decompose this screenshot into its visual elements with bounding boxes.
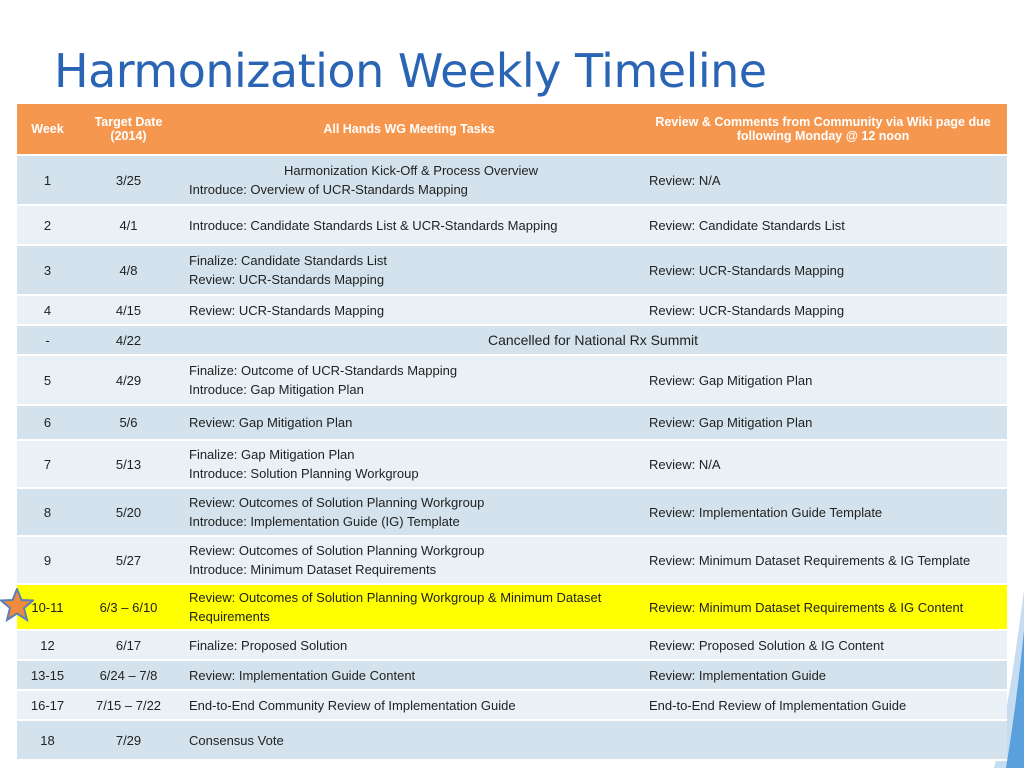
header-review: Review & Comments from Community via Wiki page due following Monday @ 12 noon [639, 104, 1007, 155]
cell-date: 4/8 [78, 245, 179, 295]
cell-date: 5/6 [78, 405, 179, 440]
header-tasks: All Hands WG Meeting Tasks [179, 104, 639, 155]
task-line: Review: UCR-Standards Mapping [189, 302, 385, 318]
cell-date: 7/15 – 7/22 [78, 690, 179, 720]
cell-review [639, 690, 1007, 720]
cell-review [639, 355, 1007, 405]
table-row [17, 155, 1007, 205]
cell-week: 12 [17, 630, 78, 660]
task-line: Review: UCR-Standards Mapping [189, 272, 385, 287]
cell-week: 4 [17, 295, 78, 325]
slide-title: Harmonization Weekly Timeline [54, 44, 767, 98]
cell-tasks [179, 488, 639, 536]
review-text: Review: Gap Mitigation Plan [649, 372, 813, 388]
review-text: Review: UCR-Standards Mapping [649, 302, 845, 318]
cell-tasks [179, 355, 639, 405]
task-line: Introduce: Overview of UCR-Standards Mapping [189, 182, 468, 197]
cell-week: 2 [17, 205, 78, 245]
table-row [17, 690, 1007, 720]
cell-week: - [17, 325, 78, 355]
cell-date: 7/29 [78, 720, 179, 760]
cell-review [639, 245, 1007, 295]
task-line: End-to-End Community Review of Implementation Guide [189, 697, 516, 713]
task-line: Introduce: Gap Mitigation Plan [189, 382, 364, 397]
cell-date: 6/24 – 7/8 [78, 660, 179, 690]
table-row [17, 295, 1007, 325]
table-row [17, 536, 1007, 584]
cell-date: 4/29 [78, 355, 179, 405]
header-target-date: Target Date (2014) [78, 104, 179, 155]
header-row [17, 104, 1007, 155]
task-line: Review: Outcomes of Solution Planning Workgroup [189, 495, 485, 510]
review-text: Review: Minimum Dataset Requirements & IG Template [649, 552, 971, 568]
cell-review [639, 405, 1007, 440]
task-line: Consensus Vote [189, 732, 284, 748]
cell-date: 5/20 [78, 488, 179, 536]
cell-review [639, 536, 1007, 584]
cell-review [639, 155, 1007, 205]
cell-date: 5/27 [78, 536, 179, 584]
table-row [17, 205, 1007, 245]
task-line: Introduce: Minimum Dataset Requirements [189, 562, 437, 577]
review-text: End-to-End Review of Implementation Guide [649, 697, 907, 713]
task-line: Finalize: Candidate Standards List [189, 253, 388, 268]
cell-tasks [179, 405, 639, 440]
table-row [17, 440, 1007, 488]
cell-week: 9 [17, 536, 78, 584]
task-line: Finalize: Gap Mitigation Plan [189, 447, 355, 462]
table-row [17, 325, 1007, 355]
cell-tasks [179, 584, 639, 630]
cell-week: 1 [17, 155, 78, 205]
cell-date: 4/22 [78, 325, 179, 355]
task-line: Review: Gap Mitigation Plan [189, 415, 353, 430]
cell-tasks [179, 630, 639, 660]
cell-review [639, 205, 1007, 245]
cell-tasks [179, 660, 639, 690]
cell-review [639, 440, 1007, 488]
review-text: Review: N/A [649, 456, 721, 472]
review-text: Review: Minimum Dataset Requirements & IG Content [649, 599, 964, 615]
cell-tasks [179, 295, 639, 325]
table-row [17, 720, 1007, 760]
task-line: Harmonization Kick-Off & Process Overview [283, 163, 539, 178]
cell-review [639, 488, 1007, 536]
cell-tasks [179, 720, 639, 760]
task-line: Review: Outcomes of Solution Planning Workgroup & Minimum Dataset Requirements [189, 590, 602, 624]
review-text: Review: Implementation Guide [649, 667, 827, 683]
cell-tasks [179, 440, 639, 488]
table-row [17, 355, 1007, 405]
cell-week: 18 [17, 720, 78, 760]
review-text: Review: Proposed Solution & IG Content [649, 637, 884, 653]
cell-tasks [179, 155, 639, 205]
cell-week: 13-15 [17, 660, 78, 690]
cell-date: 4/1 [78, 205, 179, 245]
task-line: Finalize: Outcome of UCR-Standards Mapping [189, 363, 458, 378]
cell-week: 16-17 [17, 690, 78, 720]
cell-date: 6/3 – 6/10 [78, 584, 179, 630]
cell-date: 4/15 [78, 295, 179, 325]
cell-week: 5 [17, 355, 78, 405]
review-text: Review: UCR-Standards Mapping [649, 262, 845, 278]
task-line: Introduce: Implementation Guide (IG) Template [189, 514, 460, 529]
cell-date: 5/13 [78, 440, 179, 488]
task-line: Introduce: Candidate Standards List & UCR-Standards Mapping [189, 217, 558, 233]
cell-week: 3 [17, 245, 78, 295]
table-row [17, 488, 1007, 536]
table-row [17, 405, 1007, 440]
cell-week: 6 [17, 405, 78, 440]
header-week: Week [17, 104, 78, 155]
review-text: Review: Gap Mitigation Plan [649, 415, 813, 430]
table-row [17, 245, 1007, 295]
star-icon [0, 588, 34, 622]
task-line: Introduce: Solution Planning Workgroup [189, 466, 419, 481]
cell-week: 10-11 [17, 584, 78, 630]
cell-tasks [179, 536, 639, 584]
table-row [17, 584, 1007, 630]
review-text: Review: Candidate Standards List [649, 217, 845, 233]
cell-tasks [179, 205, 639, 245]
cell-cancelled-note: Cancelled for National Rx Summit [179, 325, 1007, 355]
cell-date: 3/25 [78, 155, 179, 205]
cell-tasks [179, 245, 639, 295]
table-row [17, 630, 1007, 660]
timeline-table [17, 104, 1007, 761]
cell-week: 8 [17, 488, 78, 536]
task-line: Review: Outcomes of Solution Planning Workgroup [189, 543, 485, 558]
cell-tasks [179, 690, 639, 720]
cell-review [639, 720, 1007, 760]
table-row [17, 660, 1007, 690]
cell-review [639, 295, 1007, 325]
task-line: Review: Implementation Guide Content [189, 667, 416, 683]
review-text: Review: N/A [649, 172, 721, 188]
task-line: Finalize: Proposed Solution [189, 637, 348, 653]
review-text: Review: Implementation Guide Template [649, 504, 883, 520]
cell-review [639, 584, 1007, 630]
cell-week: 7 [17, 440, 78, 488]
cell-date: 6/17 [78, 630, 179, 660]
cell-review [639, 630, 1007, 660]
cell-review [639, 660, 1007, 690]
